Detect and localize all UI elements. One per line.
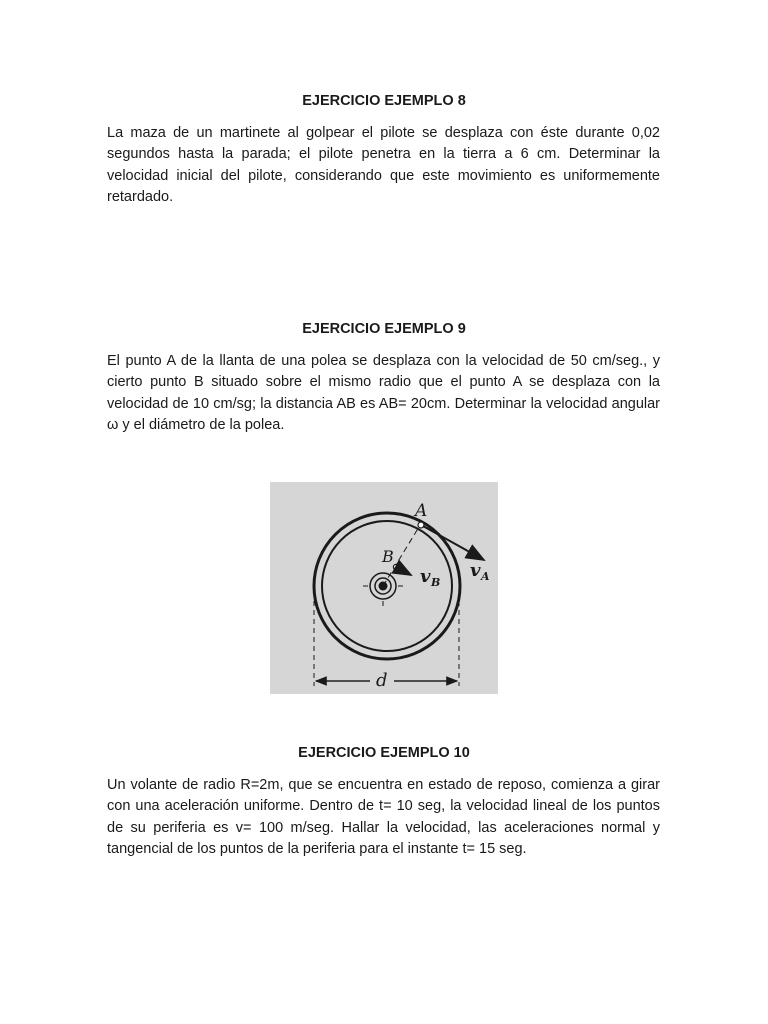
exercise-8-statement: La maza de un martinete al golpear el pilote se desplaza con éste durante 0,02 segundos hasta la parada; el pilote penetra en la tierra a 6 cm. Determinar la velocidad inicial del pilote, considerando que este movimiento es uniformemente retardado. [107,125,660,205]
exercise-10-statement: Un volante de radio R=2m, que se encuentra en estado de reposo, comienza a girar con una aceleración uniforme. Dentro de t= 10 seg, la velocidad lineal de los puntos de su periferia es v= 100 m/seg. Hallar la velocidad, las aceleraciones normal y tangencial de los puntos de la periferia para el instante t= 15 seg. [107,777,660,857]
velocity-b-arrow [398,568,411,575]
exercise-8-title: EJERCICIO EJEMPLO 8 [302,93,466,109]
exercise-9-title: EJERCICIO EJEMPLO 9 [302,321,466,337]
label-velocity-b: v [420,566,431,587]
label-point-b: B [382,547,394,566]
label-velocity-a: v [470,560,481,581]
label-velocity-b-sub: B [431,576,441,589]
label-point-a: A [415,501,428,521]
exercise-9-statement: El punto A de la llanta de una polea se desplaza con la velocidad de 50 cm/seg., y cierto punto B situado sobre el mismo radio que el punto A se desplaza con la velocidad de 10 cm/sg; la distancia AB es AB= 20cm. Determinar la velocidad angular ω y el diámetro de la polea. [107,353,660,433]
exercise-10-title: EJERCICIO EJEMPLO 10 [298,745,470,761]
pulley-diagram [270,482,498,694]
pulley-figure [270,482,498,694]
label-diameter: d [376,670,388,691]
label-velocity-a-sub: A [481,570,490,583]
